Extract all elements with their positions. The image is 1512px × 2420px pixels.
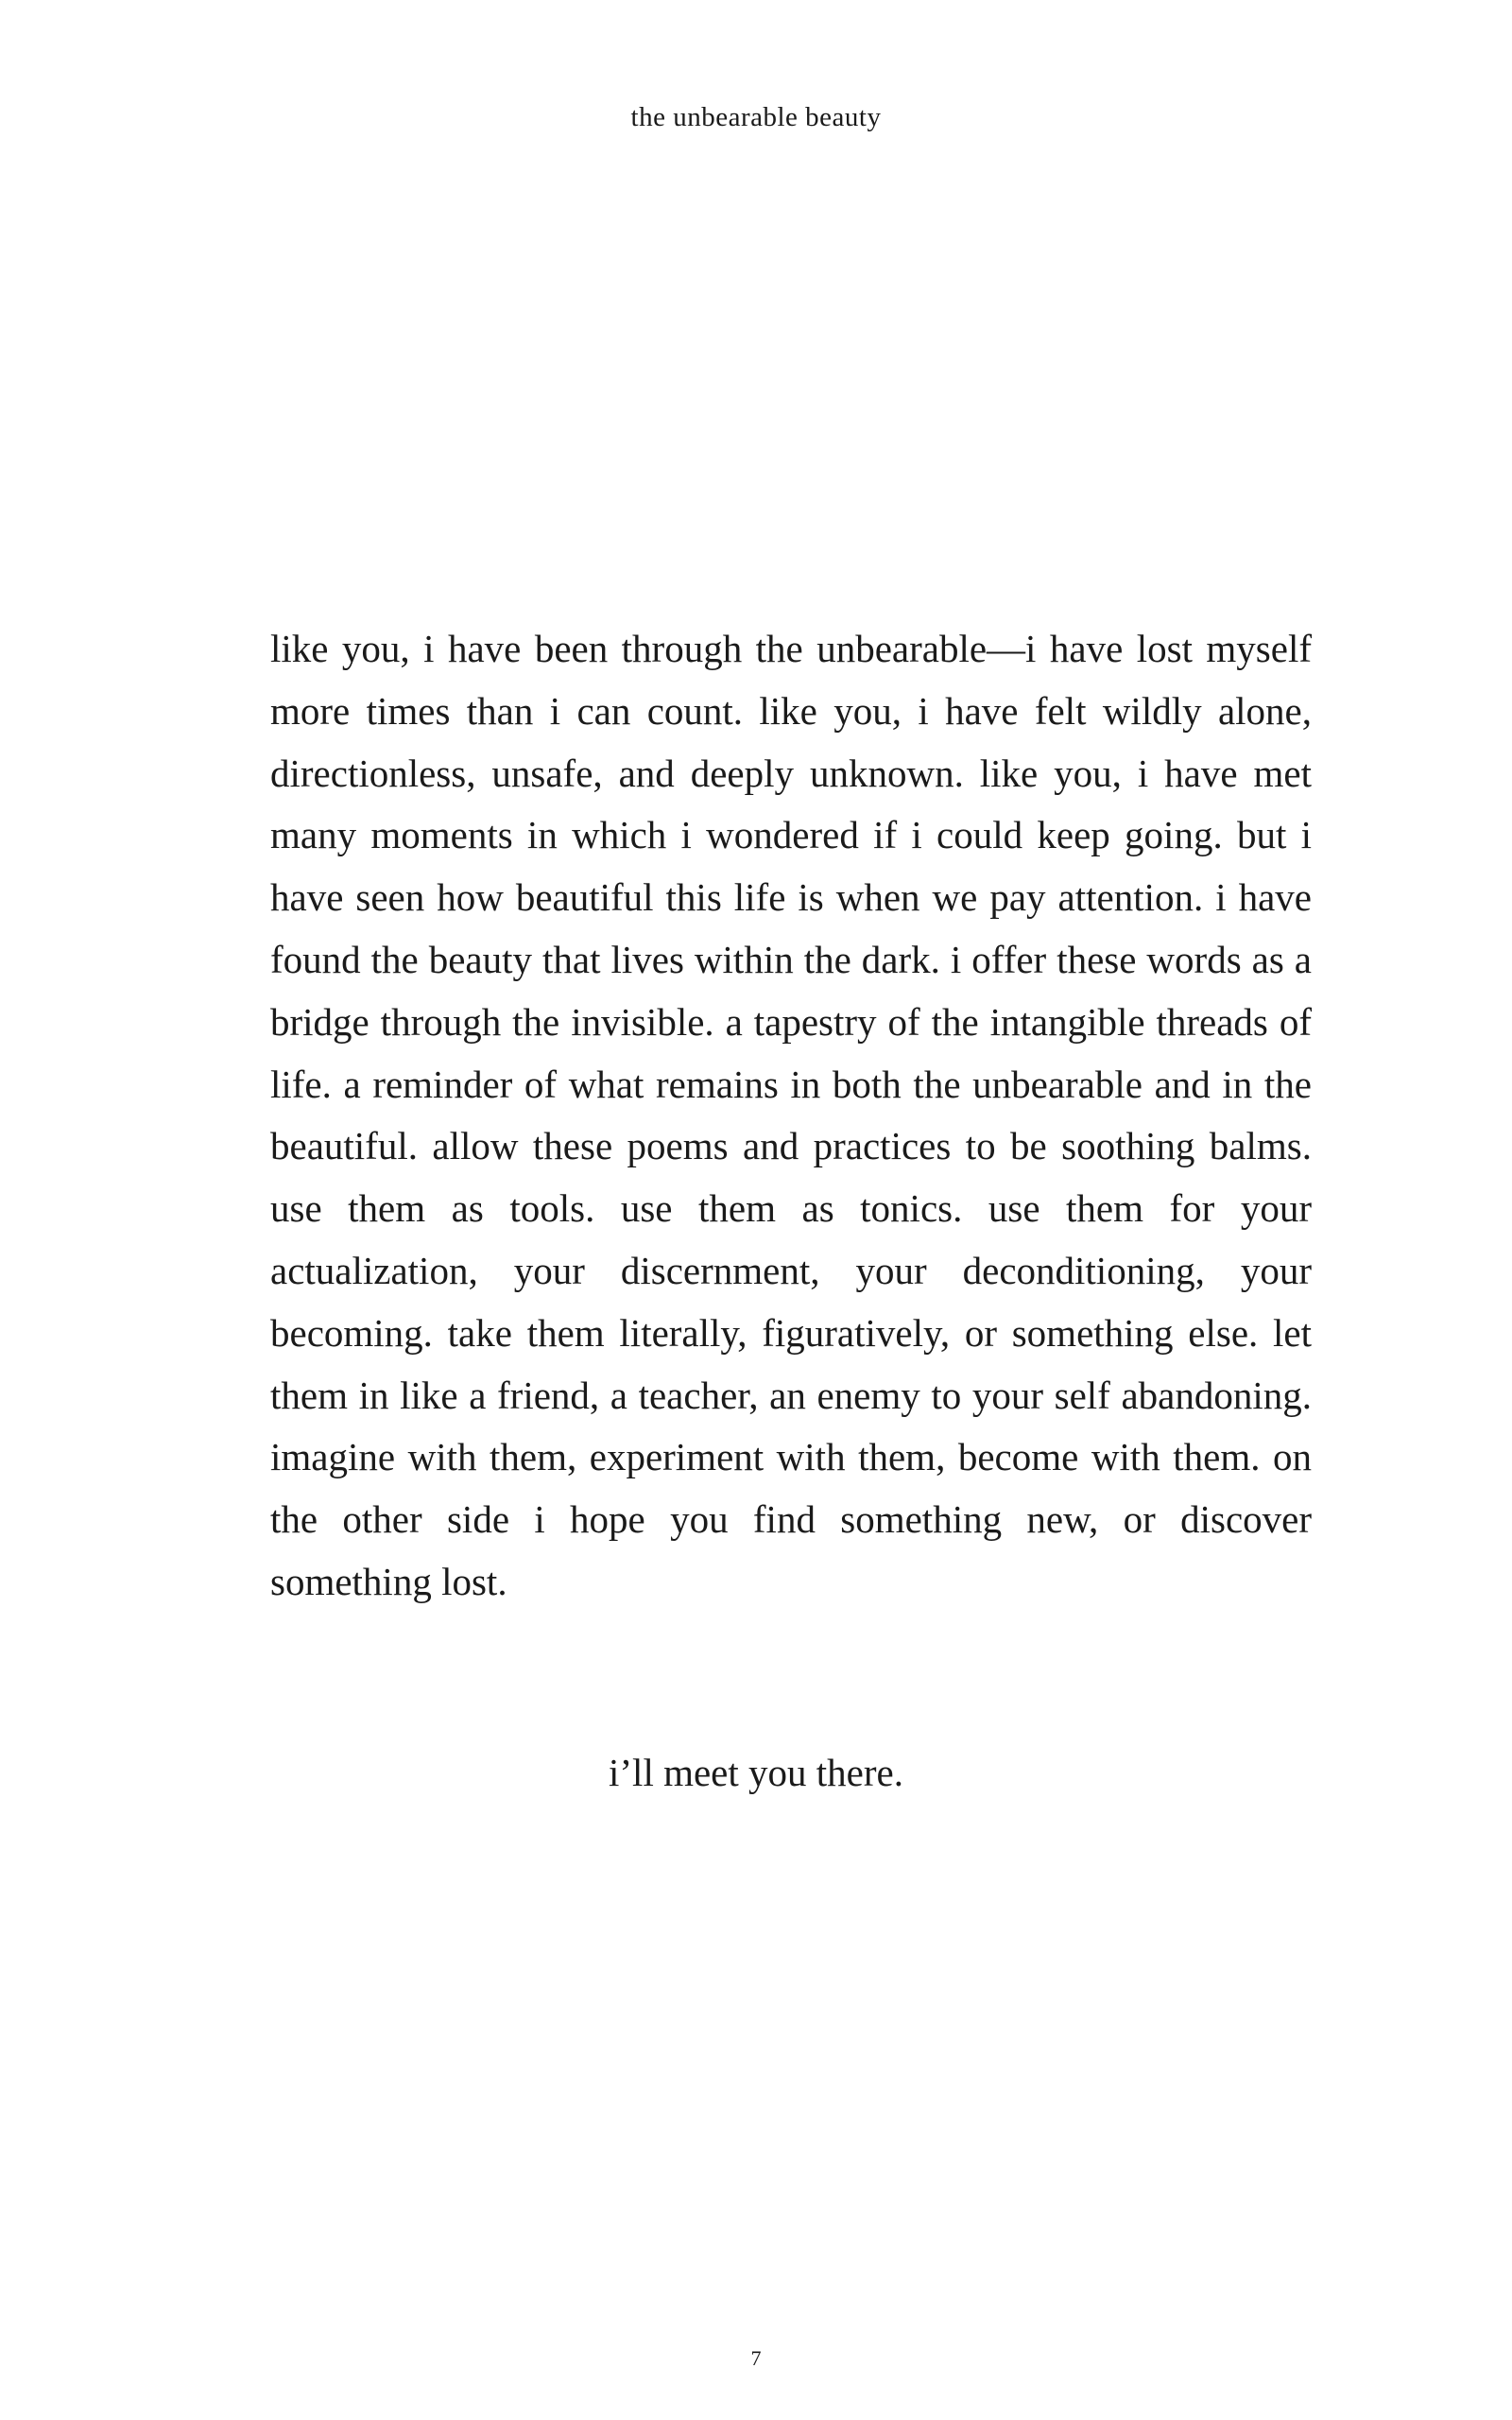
closing-line: i’ll meet you there.: [609, 1751, 903, 1794]
page-number: 7: [750, 2346, 762, 2370]
body-paragraph: like you, i have been through the unbearable—i have lost myself more times than i can count. like you, i have felt wildly alone, directionless, unsafe, and deeply unknown. like you, i have met many moments in which i wondered if i could keep going. but i have seen how beautiful this life is when we pay attention. i have found the beauty that lives within the dark. i offer these words as a bridge through the invisible. a tapestry of the intangible threads of life. a reminder of what remains in both the unbearable and in the beautiful. allow these poems and practices to be soothing balms. use them as tools. use them as tonics. use them for your actualization, your discernment, your deconditioning, your becoming. take them literally, figuratively, or something else. let them in like a friend, a teacher, an enemy to your self abandoning. imagine with them, experiment with them, become with them. on the other side i hope you find something new, or discover something lost.: [270, 627, 1312, 1603]
running-header: the unbearable beauty: [630, 102, 882, 132]
